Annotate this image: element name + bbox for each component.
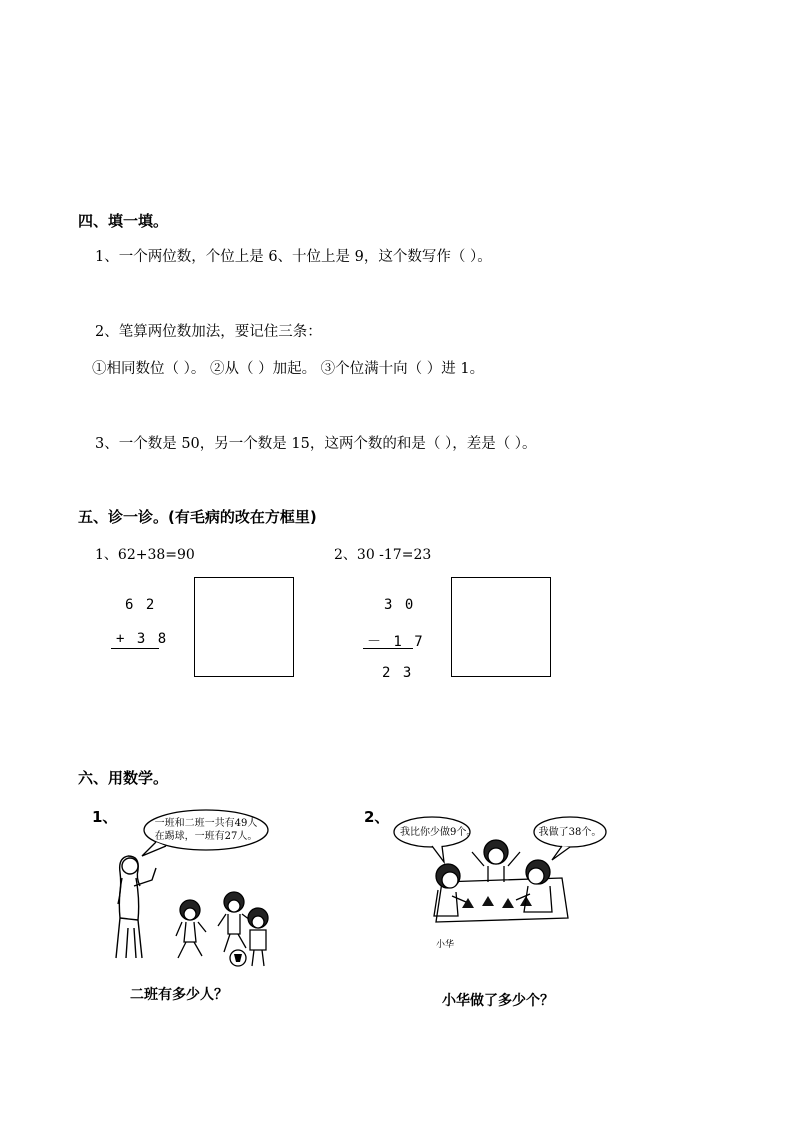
diagnose-2-bottom-number: － 1 7	[367, 634, 425, 650]
kid-figure-icon	[248, 908, 268, 966]
section6-heading: 六、用数学。	[78, 769, 169, 787]
diagnose-1-bottom-number: + 3 8	[116, 631, 169, 647]
problem-2-right-bubble-text: 我做了38个。	[538, 827, 602, 838]
diagnose-2-label: 2、30 -17=23	[334, 547, 432, 563]
section4-question-1: 1、一个两位数，个位上是 6、十位上是 9，这个数写作（ ）。	[95, 249, 492, 265]
section5-heading: 五、诊一诊。(有毛病的改在方框里)	[78, 508, 317, 526]
diagnose-2-top-number: 3 0	[384, 597, 416, 613]
diagnose-2-difference-rule	[363, 648, 413, 649]
problem-2-name-label: 小华	[436, 940, 455, 950]
diagnose-2-partial-result: 2 3	[382, 665, 414, 681]
teacher-figure-icon	[116, 856, 156, 958]
problem-2-number: 2、	[364, 808, 390, 826]
problem-2-left-bubble-text: 我比你少做9个。	[400, 827, 477, 838]
kid-figure-icon	[472, 840, 520, 882]
problem-2-question: 小华做了多少个？	[442, 993, 554, 1009]
diagnose-1-label: 1、62+38=90	[95, 547, 195, 563]
section4-question-3: 3、一个数是 50，另一个数是 15，这两个数的和是（ ），差是（ ）。	[95, 436, 537, 452]
problem-1-number: 1、	[92, 808, 118, 826]
diagnose-1-sum-rule	[111, 648, 159, 649]
kid-figure-icon	[218, 892, 250, 952]
problem-1-bubble-text: 一班和二班一共有49人 在踢球，一班有27人。	[154, 818, 258, 842]
diagnose-1-top-number: 6 2	[125, 597, 157, 613]
problem-1-question: 二班有多少人？	[130, 987, 228, 1003]
section4-question-2: 2、笔算两位数加法，要记住三条：	[95, 324, 322, 340]
kid-figure-icon	[176, 900, 206, 958]
diagnose-2-correction-box[interactable]	[451, 577, 551, 677]
section4-heading: 四、填一填。	[78, 212, 169, 230]
diagnose-1-correction-box[interactable]	[194, 577, 294, 677]
section4-question-2-rules: ①相同数位（ ）。 ②从（ ）加起。 ③个位满十向（ ）进 1。	[92, 361, 485, 377]
